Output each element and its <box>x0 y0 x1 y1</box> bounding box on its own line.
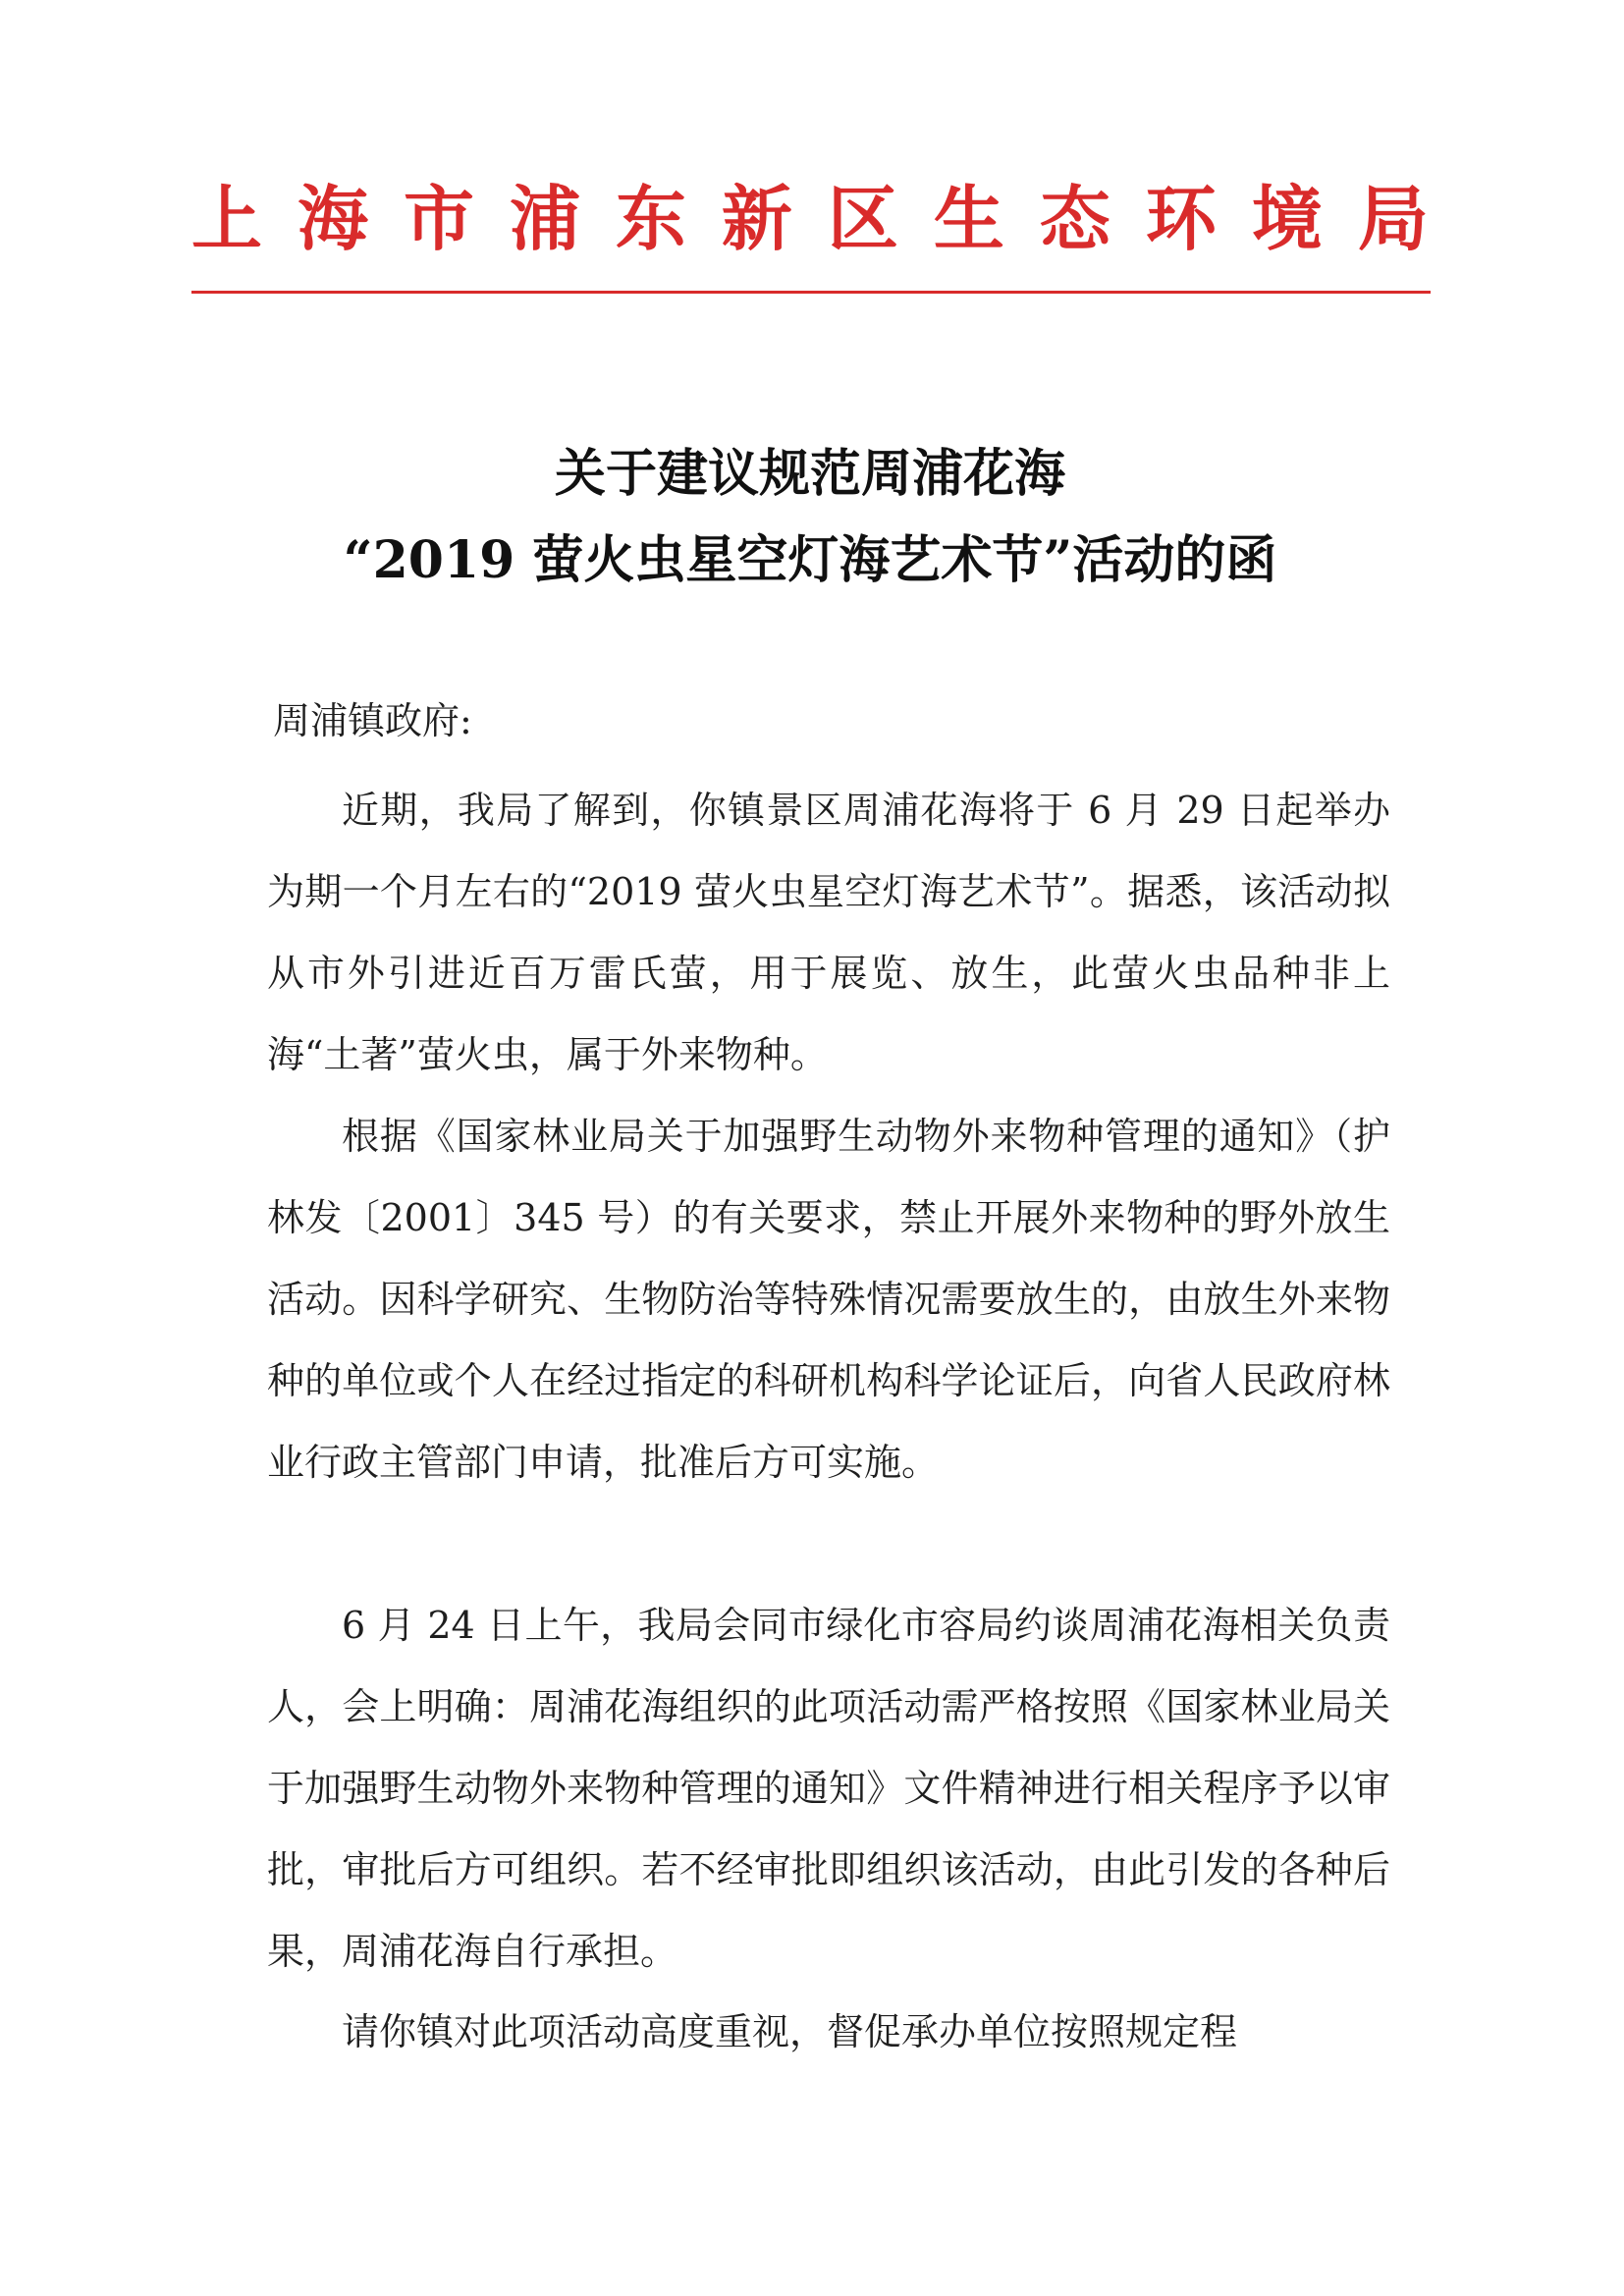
letterhead <box>191 175 1429 263</box>
letterhead-char: 区 <box>827 177 898 260</box>
salutation: 周浦镇政府: <box>273 699 472 742</box>
letterhead-char: 市 <box>403 177 474 260</box>
letterhead-char: 海 <box>297 177 368 260</box>
letterhead-divider <box>191 291 1431 294</box>
letterhead-char: 浦 <box>509 177 580 260</box>
document-title-line-2: “2019 萤火虫星空灯海艺术节”活动的函 <box>343 530 1277 590</box>
letterhead-char: 境 <box>1251 177 1323 260</box>
body-paragraph-2: 根据《国家林业局关于加强野生动物外来物种管理的通知》（护林发〔2001〕345 号）的有关要求，禁止开展外来物种的野外放生活动。因科学研究、生物防治等特殊情况需要放生的，由放生外来物种的单位或个人在经过指定的科研机构科学论证后，向省人民政府林业行政主管部门申请，批准后方可实施。 <box>267 1115 1390 1484</box>
body-paragraph-3: 6 月 24 日上午，我局会同市绿化市容局约谈周浦花海相关负责人，会上明确：周浦花海组织的此项活动需严格按照《国家林业局关于加强野生动物外来物种管理的通知》文件精神进行相关程序予以审批，审批后方可组织。若不经审批即组织该活动，由此引发的各种后果，周浦花海自行承担。 <box>267 1604 1390 1973</box>
letterhead-char: 态 <box>1039 177 1110 260</box>
letterhead-char: 环 <box>1145 177 1217 260</box>
body-paragraph-1: 近期，我局了解到，你镇景区周浦花海将于 6 月 29 日起举办为期一个月左右的“2019 萤火虫星空灯海艺术节”。据悉，该活动拟从市外引进近百万雷氏萤，用于展览、放生，此萤火虫品种非上海“土著”萤火虫，属于外来物种。 <box>267 789 1390 1076</box>
letterhead-char: 东 <box>615 177 686 260</box>
letterhead-char: 上 <box>191 177 263 260</box>
letterhead-char: 新 <box>721 177 792 260</box>
body-paragraph-4: 请你镇对此项活动高度重视，督促承办单位按照规定程 <box>342 2010 1238 2053</box>
letterhead-char: 生 <box>933 177 1004 260</box>
letterhead-char: 局 <box>1357 177 1429 260</box>
document-title-line-1: 关于建议规范周浦花海 <box>554 444 1065 504</box>
